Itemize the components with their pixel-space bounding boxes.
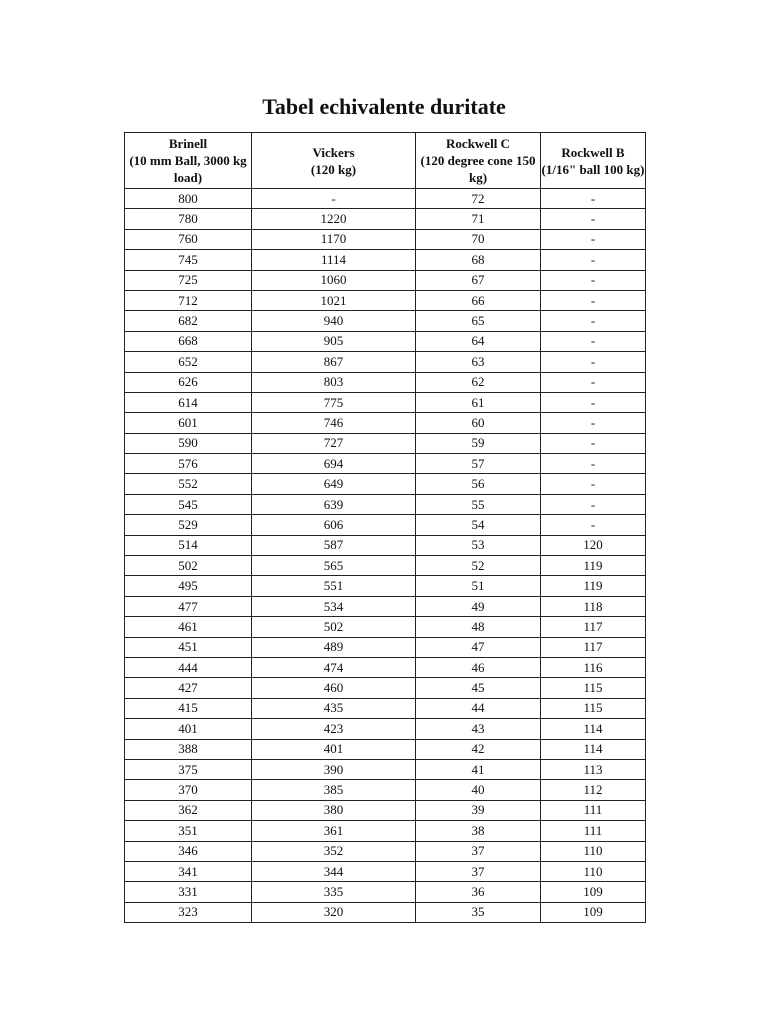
table-row: [125, 290, 646, 310]
rockwell-b-cell: 112: [541, 780, 646, 800]
table-row: [125, 413, 646, 433]
vickers-cell: -: [252, 189, 416, 209]
hardness-table: [124, 132, 646, 923]
brinell-cell: 760: [125, 229, 252, 249]
rockwell-b-cell: 119: [541, 556, 646, 576]
table-row: [125, 719, 646, 739]
table-row: [125, 433, 646, 453]
rockwell-c-cell: 40: [416, 780, 541, 800]
header-row: [125, 133, 646, 189]
vickers-cell: 344: [252, 861, 416, 881]
vickers-cell: 649: [252, 474, 416, 494]
brinell-cell: 495: [125, 576, 252, 596]
rockwell-c-cell: 59: [416, 433, 541, 453]
table-row: [125, 311, 646, 331]
rockwell-c-cell: 42: [416, 739, 541, 759]
rockwell-c-cell: 44: [416, 698, 541, 718]
brinell-cell: 388: [125, 739, 252, 759]
table-row: [125, 637, 646, 657]
rockwell-b-cell: -: [541, 229, 646, 249]
vickers-cell: 474: [252, 657, 416, 677]
vickers-cell: 1220: [252, 209, 416, 229]
table-row: [125, 535, 646, 555]
rockwell-b-cell: 116: [541, 657, 646, 677]
vickers-cell: 489: [252, 637, 416, 657]
rockwell-b-cell: -: [541, 515, 646, 535]
table-body: [125, 189, 646, 923]
vickers-cell: 867: [252, 352, 416, 372]
brinell-cell: 477: [125, 596, 252, 616]
brinell-cell: 331: [125, 882, 252, 902]
table-row: [125, 474, 646, 494]
page-title: Tabel echivalente duritate: [262, 94, 506, 119]
rockwell-b-cell: 114: [541, 739, 646, 759]
brinell-cell: 444: [125, 657, 252, 677]
brinell-cell: 502: [125, 556, 252, 576]
table-row: [125, 515, 646, 535]
rockwell-b-cell: 110: [541, 841, 646, 861]
brinell-cell: 745: [125, 250, 252, 270]
rockwell-c-cell: 67: [416, 270, 541, 290]
vickers-cell: 606: [252, 515, 416, 535]
vickers-cell: 746: [252, 413, 416, 433]
table-row: [125, 576, 646, 596]
header-vickers: Vickers (120 kg): [252, 133, 416, 189]
rockwell-c-cell: 39: [416, 800, 541, 820]
vickers-cell: 1170: [252, 229, 416, 249]
rockwell-b-cell: 117: [541, 637, 646, 657]
brinell-cell: 668: [125, 331, 252, 351]
table-row: [125, 841, 646, 861]
table-row: [125, 229, 646, 249]
brinell-cell: 780: [125, 209, 252, 229]
table-row: [125, 596, 646, 616]
rockwell-b-cell: 109: [541, 882, 646, 902]
table-row: [125, 392, 646, 412]
vickers-cell: 1114: [252, 250, 416, 270]
brinell-cell: 415: [125, 698, 252, 718]
rockwell-b-cell: 111: [541, 800, 646, 820]
vickers-cell: 1060: [252, 270, 416, 290]
brinell-cell: 351: [125, 821, 252, 841]
brinell-cell: 451: [125, 637, 252, 657]
table-row: [125, 454, 646, 474]
rockwell-c-cell: 53: [416, 535, 541, 555]
header-rockwell-c: Rockwell C (120 degree cone 150 kg): [416, 133, 541, 189]
rockwell-c-cell: 43: [416, 719, 541, 739]
rockwell-b-cell: 115: [541, 698, 646, 718]
rockwell-c-cell: 51: [416, 576, 541, 596]
brinell-cell: 341: [125, 861, 252, 881]
vickers-cell: 435: [252, 698, 416, 718]
vickers-cell: 905: [252, 331, 416, 351]
table-row: [125, 678, 646, 698]
table-row: [125, 372, 646, 392]
rockwell-c-cell: 70: [416, 229, 541, 249]
rockwell-c-cell: 48: [416, 617, 541, 637]
vickers-cell: 1021: [252, 290, 416, 310]
vickers-cell: 460: [252, 678, 416, 698]
brinell-cell: 800: [125, 189, 252, 209]
rockwell-c-cell: 35: [416, 902, 541, 922]
rockwell-b-cell: 114: [541, 719, 646, 739]
rockwell-c-cell: 37: [416, 861, 541, 881]
rockwell-b-cell: 118: [541, 596, 646, 616]
rockwell-b-cell: -: [541, 392, 646, 412]
vickers-cell: 587: [252, 535, 416, 555]
rockwell-c-cell: 46: [416, 657, 541, 677]
rockwell-b-cell: -: [541, 413, 646, 433]
brinell-cell: 370: [125, 780, 252, 800]
rockwell-c-cell: 64: [416, 331, 541, 351]
brinell-cell: 552: [125, 474, 252, 494]
rockwell-c-cell: 66: [416, 290, 541, 310]
rockwell-c-cell: 55: [416, 494, 541, 514]
vickers-cell: 694: [252, 454, 416, 474]
table-row: [125, 821, 646, 841]
table-row: [125, 698, 646, 718]
rockwell-c-cell: 47: [416, 637, 541, 657]
rockwell-b-cell: -: [541, 311, 646, 331]
brinell-cell: 427: [125, 678, 252, 698]
vickers-cell: 775: [252, 392, 416, 412]
vickers-cell: 534: [252, 596, 416, 616]
vickers-cell: 565: [252, 556, 416, 576]
rockwell-c-cell: 49: [416, 596, 541, 616]
vickers-cell: 352: [252, 841, 416, 861]
rockwell-c-cell: 62: [416, 372, 541, 392]
vickers-cell: 423: [252, 719, 416, 739]
rockwell-c-cell: 61: [416, 392, 541, 412]
vickers-cell: 390: [252, 759, 416, 779]
table-row: [125, 352, 646, 372]
brinell-cell: 652: [125, 352, 252, 372]
rockwell-c-cell: 57: [416, 454, 541, 474]
vickers-cell: 940: [252, 311, 416, 331]
brinell-cell: 601: [125, 413, 252, 433]
brinell-cell: 712: [125, 290, 252, 310]
table-row: [125, 882, 646, 902]
table-row: [125, 556, 646, 576]
rockwell-b-cell: -: [541, 331, 646, 351]
rockwell-b-cell: 115: [541, 678, 646, 698]
rockwell-b-cell: -: [541, 433, 646, 453]
table-row: [125, 902, 646, 922]
vickers-cell: 320: [252, 902, 416, 922]
rockwell-c-cell: 54: [416, 515, 541, 535]
table-row: [125, 780, 646, 800]
rockwell-c-cell: 60: [416, 413, 541, 433]
vickers-cell: 361: [252, 821, 416, 841]
rockwell-c-cell: 52: [416, 556, 541, 576]
vickers-cell: 401: [252, 739, 416, 759]
rockwell-b-cell: -: [541, 290, 646, 310]
brinell-cell: 514: [125, 535, 252, 555]
rockwell-c-cell: 71: [416, 209, 541, 229]
rockwell-c-cell: 65: [416, 311, 541, 331]
brinell-cell: 346: [125, 841, 252, 861]
rockwell-b-cell: -: [541, 372, 646, 392]
rockwell-b-cell: -: [541, 454, 646, 474]
brinell-cell: 461: [125, 617, 252, 637]
brinell-cell: 614: [125, 392, 252, 412]
rockwell-b-cell: -: [541, 494, 646, 514]
table-row: [125, 617, 646, 637]
table-row: [125, 494, 646, 514]
table-row: [125, 657, 646, 677]
rockwell-c-cell: 41: [416, 759, 541, 779]
rockwell-b-cell: -: [541, 189, 646, 209]
rockwell-b-cell: -: [541, 250, 646, 270]
rockwell-b-cell: 120: [541, 535, 646, 555]
header-rockwell-b: Rockwell B (1/16" ball 100 kg): [541, 133, 646, 189]
rockwell-c-cell: 72: [416, 189, 541, 209]
rockwell-b-cell: 109: [541, 902, 646, 922]
brinell-cell: 529: [125, 515, 252, 535]
rockwell-b-cell: 113: [541, 759, 646, 779]
table-row: [125, 759, 646, 779]
vickers-cell: 385: [252, 780, 416, 800]
brinell-cell: 323: [125, 902, 252, 922]
rockwell-c-cell: 68: [416, 250, 541, 270]
rockwell-c-cell: 37: [416, 841, 541, 861]
table-row: [125, 800, 646, 820]
rockwell-b-cell: 119: [541, 576, 646, 596]
rockwell-b-cell: -: [541, 474, 646, 494]
table-row: [125, 189, 646, 209]
brinell-cell: 375: [125, 759, 252, 779]
brinell-cell: 626: [125, 372, 252, 392]
header-brinell: Brinell (10 mm Ball, 3000 kg load): [125, 133, 252, 189]
brinell-cell: 725: [125, 270, 252, 290]
table-row: [125, 209, 646, 229]
brinell-cell: 590: [125, 433, 252, 453]
table-row: [125, 331, 646, 351]
brinell-cell: 362: [125, 800, 252, 820]
vickers-cell: 727: [252, 433, 416, 453]
rockwell-c-cell: 63: [416, 352, 541, 372]
table-row: [125, 250, 646, 270]
brinell-cell: 682: [125, 311, 252, 331]
rockwell-c-cell: 56: [416, 474, 541, 494]
rockwell-b-cell: -: [541, 270, 646, 290]
rockwell-b-cell: 111: [541, 821, 646, 841]
brinell-cell: 576: [125, 454, 252, 474]
vickers-cell: 335: [252, 882, 416, 902]
rockwell-c-cell: 36: [416, 882, 541, 902]
table-row: [125, 270, 646, 290]
brinell-cell: 401: [125, 719, 252, 739]
vickers-cell: 502: [252, 617, 416, 637]
rockwell-b-cell: -: [541, 209, 646, 229]
vickers-cell: 803: [252, 372, 416, 392]
rockwell-c-cell: 38: [416, 821, 541, 841]
rockwell-b-cell: 110: [541, 861, 646, 881]
brinell-cell: 545: [125, 494, 252, 514]
vickers-cell: 380: [252, 800, 416, 820]
table-row: [125, 739, 646, 759]
rockwell-c-cell: 45: [416, 678, 541, 698]
table-header: [125, 133, 646, 189]
table-row: [125, 861, 646, 881]
rockwell-b-cell: 117: [541, 617, 646, 637]
vickers-cell: 551: [252, 576, 416, 596]
vickers-cell: 639: [252, 494, 416, 514]
rockwell-b-cell: -: [541, 352, 646, 372]
